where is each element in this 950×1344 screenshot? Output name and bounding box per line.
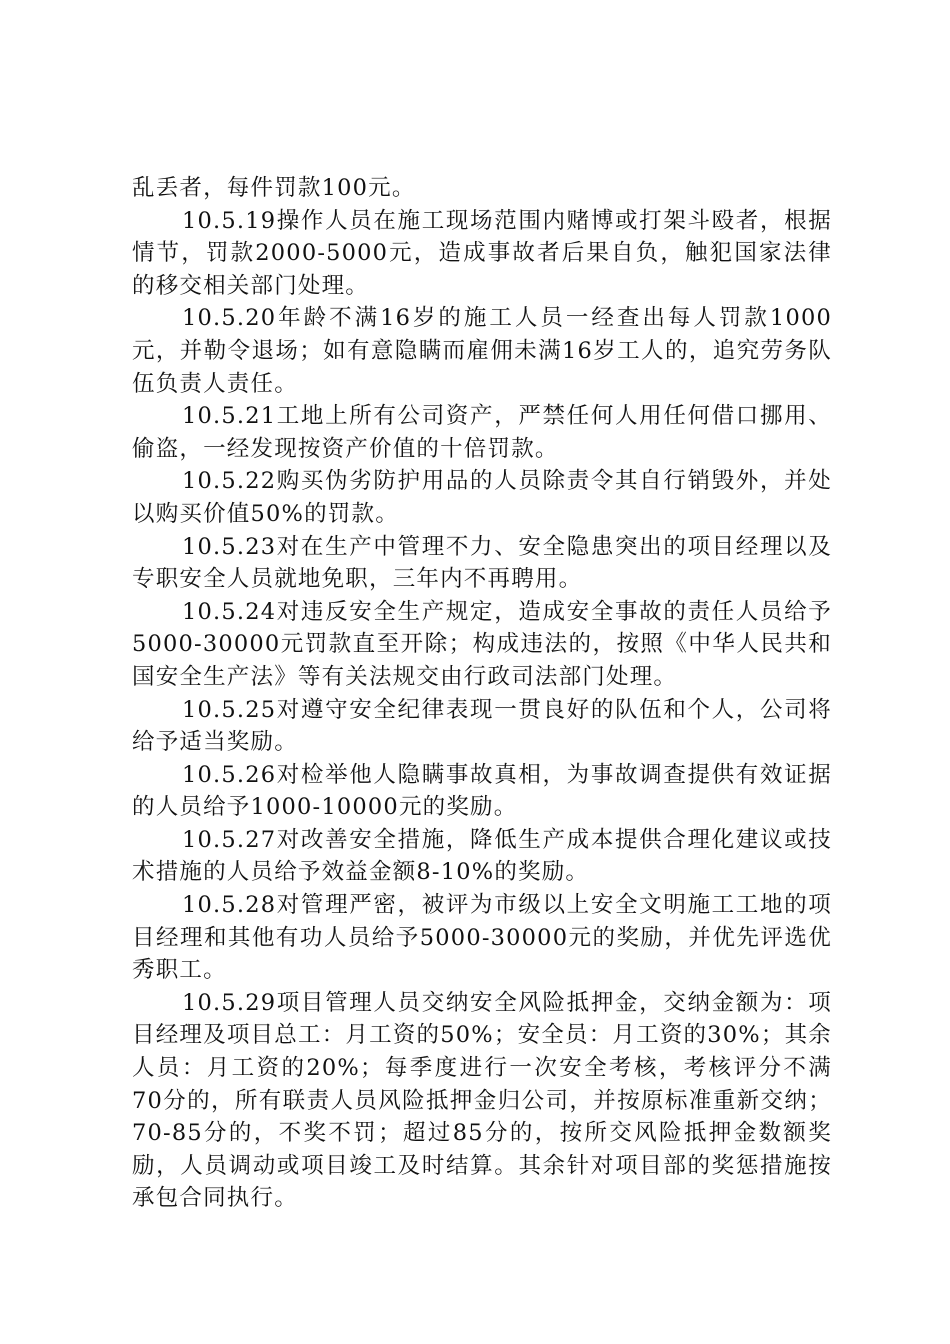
paragraph: 10.5.19操作人员在施工现场范围内赌博或打架斗殴者，根据情节，罚款2000-5000元，造成事故者后果自负，触犯国家法律的移交相关部门处理。 <box>132 207 832 299</box>
paragraph: 10.5.27对改善安全措施，降低生产成本提供合理化建议或技术措施的人员给予效益金额8-10%的奖励。 <box>132 826 832 886</box>
paragraph: 10.5.20年龄不满16岁的施工人员一经查出每人罚款1000元，并勒令退场；如有意隐瞒而雇佣未满16岁工人的，追究劳务队伍负责人责任。 <box>132 305 832 397</box>
paragraph: 10.5.24对违反安全生产规定，造成安全事故的责任人员给予5000-30000元罚款直至开除；构成违法的，按照《中华人民共和国安全生产法》等有关法规交由行政司法部门处理。 <box>132 598 832 690</box>
paragraph: 乱丢者，每件罚款100元。 <box>132 175 416 201</box>
paragraph: 10.5.22购买伪劣防护用品的人员除责令其自行销毁外，并处以购买价值50%的罚款。 <box>132 468 832 527</box>
paragraph: 10.5.25对遵守安全纪律表现一贯良好的队伍和个人，公司将给予适当奖励。 <box>132 696 832 756</box>
paragraph: 10.5.29项目管理人员交纳安全风险抵押金，交纳金额为：项目经理及项目总工：月工资的50%；安全员：月工资的30%；其余人员：月工资的20%；每季度进行一次安全考核，考核评分不满70分的，所有联责人员风险抵押金归公司，并按原标准重新交纳；70-85分的，不奖不罚；超过85分的，按所交风险抵押金数额奖励，人员调动或项目竣工及时结算。其余针对项目部的奖惩措施按承包合同执行。 <box>132 989 832 1212</box>
paragraph: 10.5.28对管理严密，被评为市级以上安全文明施工工地的项目经理和其他有功人员给予5000-30000元的奖励，并优先评选优秀职工。 <box>132 892 832 984</box>
paragraph: 10.5.26对检举他人隐瞒事故真相，为事故调查提供有效证据的人员给予1000-10000元的奖励。 <box>132 761 832 821</box>
paragraph: 10.5.23对在生产中管理不力、安全隐患突出的项目经理以及专职安全人员就地免职，三年内不再聘用。 <box>132 533 832 593</box>
paragraph: 10.5.21工地上所有公司资产，严禁任何人用任何借口挪用、偷盗，一经发现按资产价值的十倍罚款。 <box>132 403 832 462</box>
document-body <box>132 172 832 1215</box>
